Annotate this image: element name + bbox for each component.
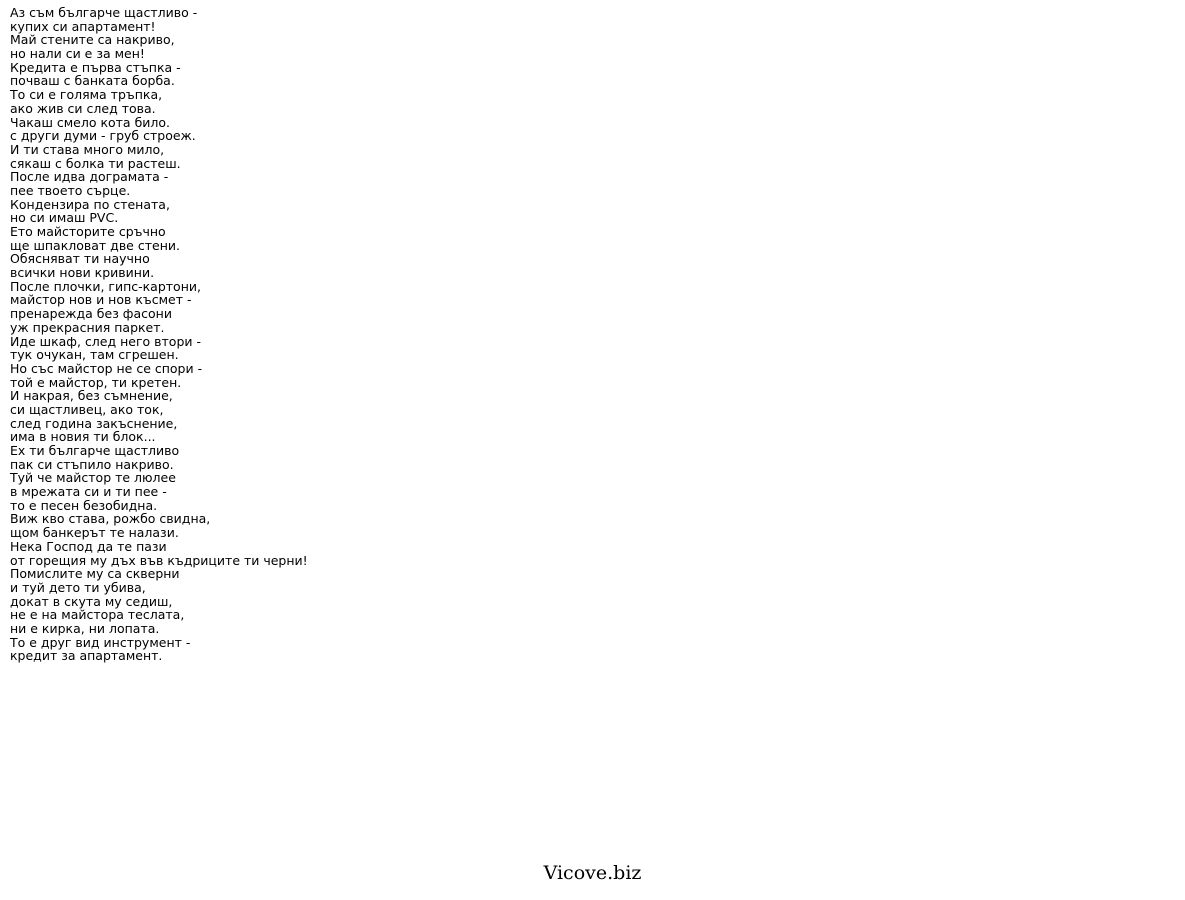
poem-line: Но със майстор не се спори - [10,360,203,376]
poem-line: пее твоето сърце. [10,182,131,198]
poem-line: ако жив си след това. [10,100,156,116]
poem-line: има в новия ти блок... [10,429,156,445]
poem-line: Чакаш смело кота било. [10,114,171,130]
poem-line: Аз съм българче щастливо - [10,5,198,20]
poem-line: Помислите му са скверни [10,566,180,582]
poem-line: в мрежата си и ти пее - [10,484,167,500]
poem-line: Туй че майстор те люлее [10,470,176,486]
poem-line: но си имаш PVC. [10,210,119,226]
poem-line: майстор нов и нов късмет - [10,292,192,308]
poem-line: всички нови кривини. [10,265,155,281]
poem-line: кредит за апартамент. [10,648,163,664]
poem-line: Ех ти българче щастливо [10,443,180,458]
poem-line: Кредита е първа стъпка - [10,59,181,75]
poem-line: сякаш с болка ти растеш. [10,155,181,171]
poem-line: То е друг вид инструмент - [10,634,191,650]
poem-line: докат в скута му седиш, [10,593,173,609]
poem-line: Ето майсторите сръчно [10,224,166,239]
poem-line: пренарежда без фасони [10,306,172,322]
poem-line: и туй дето ти убива, [10,579,146,595]
poem-line: После идва дограмата - [10,169,169,185]
poem-line: И накрая, без съмнение, [10,388,173,404]
poem-line: ще шпакловат две стени. [10,237,180,253]
poem-line: то е песен безобидна. [10,497,158,513]
poem-line: щом банкерът те налази. [10,525,179,541]
poem-line: не е на майстора теслата, [10,607,185,623]
poem-line: Нека Господ да те пази [10,538,167,554]
poem-line: си щастливец, ако ток, [10,401,164,417]
poem-line: После плочки, гипс-картони, [10,278,201,294]
poem-text [10,6,308,663]
poem-line: уж прекрасния паркет. [10,319,165,335]
poem-line: след година закъснение, [10,415,178,431]
poem-line: Иде шкаф, след него втори - [10,333,201,349]
poem-line: Обясняват ти научно [10,251,150,267]
poem-line: ни е кирка, ни лопата. [10,620,160,636]
footer-site-name: Vicove.biz [543,862,642,884]
poem-line: той е майстор, ти кретен. [10,374,182,390]
poem-line: с други думи - груб строеж. [10,128,196,144]
poem-line: То си е голяма тръпка, [10,87,163,103]
poem-line: тук очукан, там сгрешен. [10,347,179,363]
poem-line: Май стените са накриво, [10,32,175,48]
poem-line: И ти става много мило, [10,141,165,157]
poem-line: Виж кво става, рожбо свидна, [10,511,211,527]
poem-line: почваш с банката борба. [10,73,175,89]
poem-line: но нали си е за мен! [10,46,145,62]
poem-line: Кондензира по стената, [10,196,170,212]
poem-line: от горещия му дъх във къдриците ти черни! [10,552,308,568]
poem-line: пак си стъпило накриво. [10,456,174,472]
poem-line: купих си апартамент! [10,18,156,34]
